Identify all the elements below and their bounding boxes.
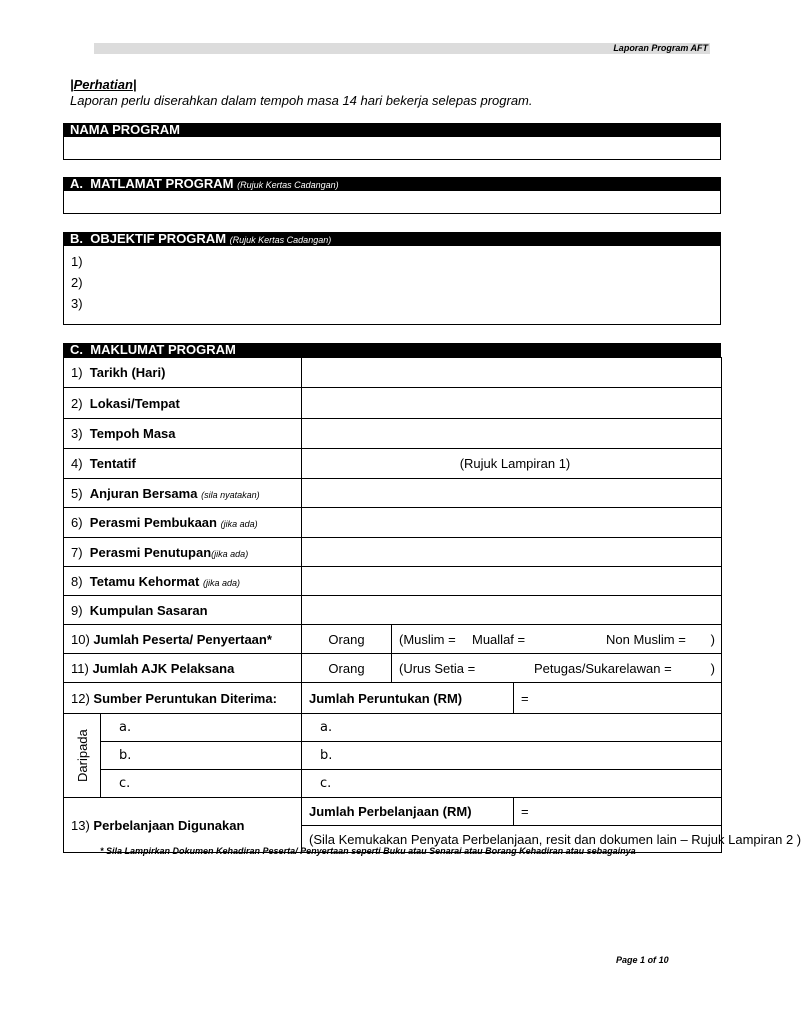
row-value-field[interactable]	[302, 479, 722, 508]
row-label: 10) Jumlah Peserta/ Penyertaan*	[64, 625, 302, 654]
perbelanjaan-note: (Sila Kemukakan Penyata Perbelanjaan, resit dan dokumen lain – Rujuk Lampiran 2 )	[302, 826, 722, 853]
table-row	[64, 567, 722, 596]
row-label: 11) Jumlah AJK Pelaksana	[64, 654, 302, 683]
section-maklumat	[63, 342, 801, 853]
section-matlamat	[63, 177, 721, 214]
row-value-field[interactable]	[302, 358, 722, 388]
jumlah-perbelanjaan-field[interactable]: =	[514, 798, 722, 826]
row-label: 1) Tarikh (Hari)	[64, 358, 302, 388]
row-label: 2) Lokasi/Tempat	[64, 388, 302, 419]
page-number: Page 1 of 10	[616, 955, 669, 965]
jumlah-peruntukan-label: Jumlah Peruntukan (RM)	[302, 683, 514, 714]
row-value-field[interactable]	[302, 419, 722, 449]
row-label: 6) Perasmi Pembukaan (jika ada)	[64, 508, 302, 538]
section-title: C. MAKLUMAT PROGRAM	[63, 343, 721, 357]
sumber-left-field[interactable]: b.	[101, 742, 302, 770]
sumber-right-field[interactable]: b.	[302, 742, 722, 770]
footnote: * Sila Lampirkan Dokumen Kehadiran Peserta/ Penyertaan seperti Buku atau Senarai atau Borang Kehadiran atau sebagainya	[100, 846, 636, 856]
sumber-left-field[interactable]: c.	[101, 770, 302, 798]
sumber-left-field[interactable]: a.	[101, 714, 302, 742]
objektif-item: 3)	[71, 296, 83, 311]
table-row	[64, 479, 722, 508]
table-row	[64, 538, 722, 567]
table-row	[64, 419, 722, 449]
maklumat-table	[63, 357, 801, 853]
table-row	[64, 449, 722, 479]
notice-title: |Perhatian|	[70, 77, 137, 92]
table-row	[64, 596, 722, 625]
jumlah-peruntukan-field[interactable]: =	[514, 683, 722, 714]
notice	[70, 77, 533, 109]
row-label: 8) Tetamu Kehormat (jika ada)	[64, 567, 302, 596]
notice-text: Laporan perlu diserahkan dalam tempoh masa 14 hari bekerja selepas program.	[70, 93, 533, 108]
row-value-field[interactable]	[302, 567, 722, 596]
table-row	[64, 508, 722, 538]
sumber-right-field[interactable]: a.	[302, 714, 722, 742]
table-row	[64, 654, 722, 683]
row-label: 4) Tentatif	[64, 449, 302, 479]
table-row	[64, 742, 722, 770]
row-label: 7) Perasmi Penutupan(jika ada)	[64, 538, 302, 567]
ajk-breakdown-field[interactable]: (Urus Setia = Petugas/Sukarelawan = )	[392, 654, 722, 683]
nama-program-field[interactable]	[63, 137, 721, 160]
row-value-field[interactable]	[302, 508, 722, 538]
section-title: NAMA PROGRAM	[63, 123, 721, 137]
table-row	[64, 770, 722, 798]
table-row	[64, 683, 722, 714]
sumber-right-field[interactable]: c.	[302, 770, 722, 798]
section-objektif	[63, 232, 721, 325]
row-value-field[interactable]: (Rujuk Lampiran 1)	[302, 449, 722, 479]
objektif-item: 1)	[71, 254, 83, 269]
table-row	[64, 388, 722, 419]
matlamat-field[interactable]	[63, 191, 721, 214]
row-value-field[interactable]	[302, 388, 722, 419]
section-nama-program	[63, 123, 721, 160]
row-value-field[interactable]	[302, 596, 722, 625]
peserta-breakdown-field[interactable]: (Muslim = Muallaf = Non Muslim = )	[392, 625, 722, 654]
row-label: 9) Kumpulan Sasaran	[64, 596, 302, 625]
jumlah-perbelanjaan-label: Jumlah Perbelanjaan (RM)	[302, 798, 514, 826]
section-title: B. OBJEKTIF PROGRAM (Rujuk Kertas Cadangan)	[63, 232, 721, 246]
row-label: 13) Perbelanjaan Digunakan	[64, 798, 302, 853]
table-row	[64, 625, 722, 654]
row-label: 3) Tempoh Masa	[64, 419, 302, 449]
section-title: A. MATLAMAT PROGRAM (Rujuk Kertas Cadangan)	[63, 177, 721, 191]
ajk-unit: Orang	[302, 654, 392, 683]
objektif-item: 2)	[71, 275, 83, 290]
row-label: 12) Sumber Peruntukan Diterima:	[64, 683, 302, 714]
objektif-field[interactable]	[63, 246, 721, 325]
daripada-label: Daripada	[64, 714, 101, 798]
table-row	[64, 358, 722, 388]
table-row	[64, 714, 722, 742]
row-label: 5) Anjuran Bersama (sila nyatakan)	[64, 479, 302, 508]
header-title: Laporan Program AFT	[613, 43, 708, 53]
peserta-unit: Orang	[302, 625, 392, 654]
row-value-field[interactable]	[302, 538, 722, 567]
table-row	[64, 798, 722, 826]
